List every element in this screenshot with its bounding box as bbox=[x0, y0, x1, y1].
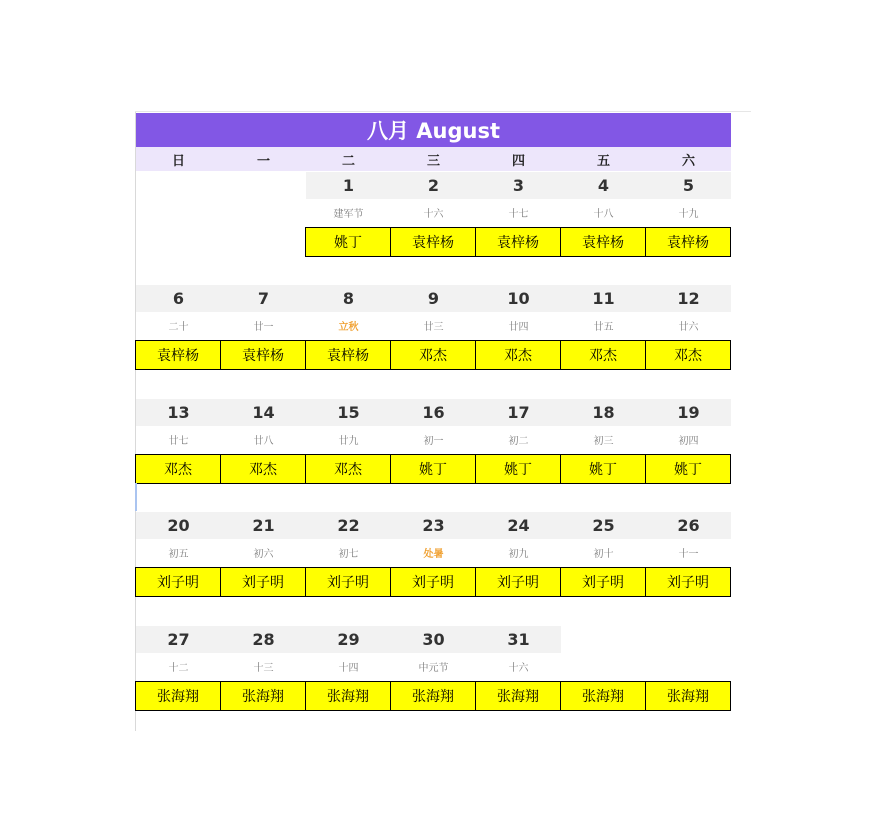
day-cell[interactable] bbox=[476, 172, 561, 258]
day-number: 30 bbox=[391, 626, 476, 653]
day-number: 14 bbox=[221, 399, 306, 426]
lunar-date-label: 十三 bbox=[253, 662, 274, 674]
day-cell[interactable] bbox=[476, 399, 561, 485]
day-cell[interactable] bbox=[306, 512, 391, 598]
day-number: 25 bbox=[561, 512, 646, 539]
day-cell[interactable] bbox=[476, 512, 561, 598]
lunar-date-label: 初七 bbox=[338, 548, 359, 560]
day-number: 5 bbox=[646, 172, 731, 199]
calendar-week bbox=[136, 626, 731, 712]
day-number: 2 bbox=[391, 172, 476, 199]
day-number: 20 bbox=[136, 512, 221, 539]
lunar-date-label: 廿七 bbox=[168, 435, 189, 447]
day-cell[interactable] bbox=[476, 285, 561, 371]
calendar-week bbox=[136, 512, 731, 598]
day-number: 18 bbox=[561, 399, 646, 426]
duty-person-cell[interactable]: 邓杰 bbox=[645, 340, 731, 370]
duty-person-cell[interactable]: 刘子明 bbox=[135, 567, 221, 597]
day-number: 23 bbox=[391, 512, 476, 539]
duty-person-cell[interactable]: 张海翔 bbox=[135, 681, 221, 711]
duty-person-cell[interactable]: 姚丁 bbox=[645, 454, 731, 484]
lunar-date-label: 廿六 bbox=[678, 321, 699, 333]
duty-person-cell[interactable]: 张海翔 bbox=[645, 681, 731, 711]
duty-person-cell[interactable]: 姚丁 bbox=[475, 454, 561, 484]
duty-person-cell[interactable]: 姚丁 bbox=[560, 454, 646, 484]
lunar-date-label: 十二 bbox=[168, 662, 189, 674]
duty-person-cell[interactable]: 邓杰 bbox=[475, 340, 561, 370]
day-cell[interactable] bbox=[221, 285, 306, 371]
calendar-week bbox=[136, 285, 731, 371]
lunar-date-label: 初六 bbox=[253, 548, 274, 560]
duty-person-cell[interactable]: 袁梓杨 bbox=[305, 340, 391, 370]
duty-person-cell[interactable]: 刘子明 bbox=[560, 567, 646, 597]
day-number: 22 bbox=[306, 512, 391, 539]
day-cell[interactable] bbox=[136, 626, 221, 712]
day-cell[interactable] bbox=[391, 285, 476, 371]
day-cell[interactable] bbox=[221, 399, 306, 485]
calendar-week bbox=[136, 399, 731, 485]
lunar-date-label: 初十 bbox=[593, 548, 614, 560]
weekday-thu: 四 bbox=[511, 153, 525, 169]
day-cell[interactable] bbox=[646, 285, 731, 371]
day-number: 1 bbox=[306, 172, 391, 199]
day-cell[interactable] bbox=[646, 399, 731, 485]
lunar-date-label: 十四 bbox=[338, 662, 359, 674]
duty-person-cell[interactable]: 邓杰 bbox=[135, 454, 221, 484]
lunar-date-label: 初二 bbox=[508, 435, 529, 447]
calendar-week bbox=[136, 172, 731, 258]
weekday-fri: 五 bbox=[596, 153, 610, 169]
duty-person-cell[interactable]: 张海翔 bbox=[390, 681, 476, 711]
day-number: 10 bbox=[476, 285, 561, 312]
weekday-sat: 六 bbox=[681, 153, 695, 169]
lunar-date-label: 二十 bbox=[168, 321, 189, 333]
weekday-sun: 日 bbox=[171, 153, 185, 169]
day-cell[interactable] bbox=[391, 172, 476, 258]
lunar-date-label: 十六 bbox=[423, 208, 444, 220]
weekday-header-row bbox=[136, 147, 731, 171]
day-number: 9 bbox=[391, 285, 476, 312]
duty-person-cell[interactable]: 邓杰 bbox=[220, 454, 306, 484]
lunar-date-label: 十八 bbox=[593, 208, 614, 220]
lunar-date-label: 初九 bbox=[508, 548, 529, 560]
day-cell[interactable] bbox=[646, 626, 731, 712]
day-number: 13 bbox=[136, 399, 221, 426]
day-cell[interactable] bbox=[136, 399, 221, 485]
day-number: 28 bbox=[221, 626, 306, 653]
duty-person-cell[interactable]: 姚丁 bbox=[305, 227, 391, 257]
day-number: 29 bbox=[306, 626, 391, 653]
lunar-date-label: 廿四 bbox=[508, 321, 529, 333]
day-cell[interactable] bbox=[221, 626, 306, 712]
day-number: 12 bbox=[646, 285, 731, 312]
day-cell[interactable] bbox=[561, 172, 646, 258]
day-cell[interactable] bbox=[306, 172, 391, 258]
day-cell[interactable] bbox=[561, 512, 646, 598]
lunar-date-label: 廿三 bbox=[423, 321, 444, 333]
day-number: 17 bbox=[476, 399, 561, 426]
lunar-date-label: 廿五 bbox=[593, 321, 614, 333]
duty-person-cell[interactable]: 姚丁 bbox=[390, 454, 476, 484]
duty-person-cell[interactable]: 刘子明 bbox=[305, 567, 391, 597]
duty-person-cell[interactable]: 张海翔 bbox=[220, 681, 306, 711]
duty-person-cell[interactable]: 刘子明 bbox=[390, 567, 476, 597]
duty-person-cell[interactable]: 邓杰 bbox=[560, 340, 646, 370]
day-number: 27 bbox=[136, 626, 221, 653]
day-number: 19 bbox=[646, 399, 731, 426]
duty-person-cell[interactable]: 张海翔 bbox=[305, 681, 391, 711]
sheet-top-gridline bbox=[135, 111, 751, 112]
day-cell[interactable] bbox=[391, 626, 476, 712]
day-number: 16 bbox=[391, 399, 476, 426]
day-cell[interactable] bbox=[136, 285, 221, 371]
day-number: 3 bbox=[476, 172, 561, 199]
duty-person-cell[interactable]: 张海翔 bbox=[560, 681, 646, 711]
day-cell[interactable] bbox=[646, 512, 731, 598]
day-cell[interactable] bbox=[561, 626, 646, 712]
day-number: 15 bbox=[306, 399, 391, 426]
day-number: 26 bbox=[646, 512, 731, 539]
lunar-date-label: 十六 bbox=[508, 662, 529, 674]
day-cell[interactable] bbox=[306, 626, 391, 712]
day-number: 7 bbox=[221, 285, 306, 312]
day-cell[interactable] bbox=[476, 626, 561, 712]
lunar-date-label: 廿一 bbox=[253, 321, 274, 333]
duty-person-cell[interactable]: 刘子明 bbox=[645, 567, 731, 597]
duty-person-cell[interactable]: 袁梓杨 bbox=[390, 227, 476, 257]
duty-person-cell[interactable]: 刘子明 bbox=[475, 567, 561, 597]
duty-person-cell[interactable]: 袁梓杨 bbox=[560, 227, 646, 257]
lunar-date-label: 廿八 bbox=[253, 435, 274, 447]
day-cell[interactable] bbox=[561, 285, 646, 371]
lunar-date-label: 初五 bbox=[168, 548, 189, 560]
day-number: 11 bbox=[561, 285, 646, 312]
lunar-date-label: 初三 bbox=[593, 435, 614, 447]
duty-person-cell[interactable]: 邓杰 bbox=[305, 454, 391, 484]
duty-person-cell[interactable]: 袁梓杨 bbox=[645, 227, 731, 257]
day-cell[interactable] bbox=[646, 172, 731, 258]
solar-term-label: 处暑 bbox=[423, 548, 444, 560]
day-number: 24 bbox=[476, 512, 561, 539]
weekday-mon: 一 bbox=[256, 153, 270, 169]
weekday-wed: 三 bbox=[426, 153, 440, 169]
calendar-title: 八月 August bbox=[136, 113, 731, 147]
day-cell[interactable] bbox=[391, 399, 476, 485]
weekday-tue: 二 bbox=[341, 153, 355, 169]
cell-selection-marker bbox=[135, 483, 137, 511]
day-number: 8 bbox=[306, 285, 391, 312]
lunar-date-label: 十九 bbox=[678, 208, 699, 220]
duty-person-cell[interactable]: 刘子明 bbox=[220, 567, 306, 597]
lunar-date-label: 中元节 bbox=[418, 662, 449, 674]
day-cell[interactable] bbox=[136, 512, 221, 598]
day-number: 21 bbox=[221, 512, 306, 539]
day-number: 31 bbox=[476, 626, 561, 653]
day-cell[interactable] bbox=[391, 512, 476, 598]
duty-person-cell[interactable]: 袁梓杨 bbox=[220, 340, 306, 370]
day-number: 6 bbox=[136, 285, 221, 312]
solar-term-label: 立秋 bbox=[338, 321, 359, 333]
lunar-date-label: 十七 bbox=[508, 208, 529, 220]
duty-person-cell[interactable]: 袁梓杨 bbox=[135, 340, 221, 370]
lunar-date-label: 初四 bbox=[678, 435, 699, 447]
day-cell[interactable] bbox=[306, 399, 391, 485]
duty-person-cell[interactable]: 袁梓杨 bbox=[475, 227, 561, 257]
lunar-date-label: 十一 bbox=[678, 548, 699, 560]
day-cell[interactable] bbox=[306, 285, 391, 371]
lunar-date-label: 初一 bbox=[423, 435, 444, 447]
lunar-date-label: 廿九 bbox=[338, 435, 359, 447]
lunar-date-label: 建军节 bbox=[333, 208, 364, 220]
day-cell[interactable] bbox=[561, 399, 646, 485]
day-cell[interactable] bbox=[221, 512, 306, 598]
day-number: 4 bbox=[561, 172, 646, 199]
duty-person-cell[interactable]: 邓杰 bbox=[390, 340, 476, 370]
duty-person-cell[interactable]: 张海翔 bbox=[475, 681, 561, 711]
